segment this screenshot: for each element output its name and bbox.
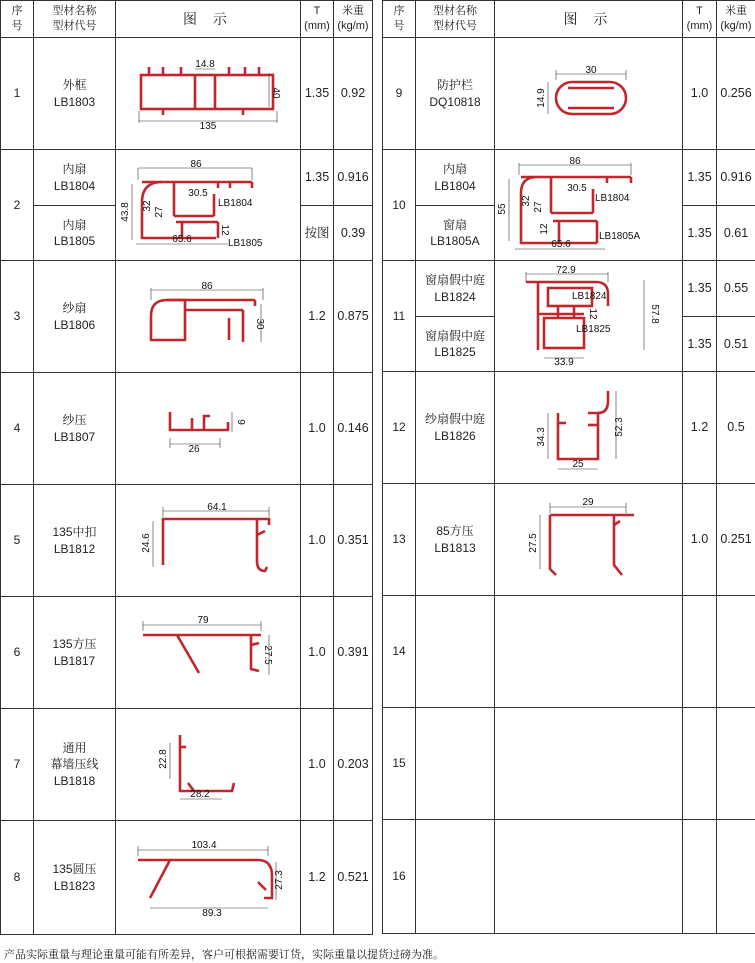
profile-drawing-lb1817 xyxy=(133,613,283,693)
dim-label: 33.9 xyxy=(553,357,574,366)
table-row xyxy=(1,485,373,597)
weight-value: 0.55 xyxy=(717,261,755,317)
dim-label: 9 xyxy=(235,418,246,425)
thickness-value: 1.35 xyxy=(301,38,334,150)
header-figure: 图 示 xyxy=(116,1,301,38)
dim-label: 86 xyxy=(568,157,581,167)
profile-drawing xyxy=(495,820,683,934)
row-number: 15 xyxy=(383,708,416,820)
dim-label: 65.6 xyxy=(550,239,571,250)
dim-label: 103.4 xyxy=(191,839,217,851)
profile-drawing-lb1824-lb1825 xyxy=(514,266,664,366)
dim-label: 12 xyxy=(219,224,230,236)
profile-drawing-lb1826 xyxy=(534,383,644,473)
part-label: LB1805A xyxy=(598,231,640,242)
row-number: 12 xyxy=(383,372,416,484)
header-figure: 图 示 xyxy=(495,1,683,38)
profile-name: 窗扇 LB1805A xyxy=(416,206,495,261)
profile-drawing-lb1806 xyxy=(133,282,283,352)
profile-drawing xyxy=(495,708,683,820)
profile-name xyxy=(416,596,495,708)
weight-value: 0.92 xyxy=(334,38,373,150)
table-row xyxy=(383,38,755,150)
profile-name: 85方压 LB1813 xyxy=(416,484,495,596)
thickness-value: 1.0 xyxy=(683,38,717,150)
row-number: 6 xyxy=(1,597,34,709)
left-header-row xyxy=(1,1,373,38)
dim-label: 30 xyxy=(254,317,265,330)
part-label: LB1805 xyxy=(228,238,263,249)
profile-drawing-dq10818 xyxy=(534,64,644,124)
dim-label: 86 xyxy=(201,281,213,292)
thickness-value: 1.0 xyxy=(301,485,334,597)
profile-name: 135中扣 LB1812 xyxy=(34,485,116,597)
row-number: 14 xyxy=(383,596,416,708)
profile-drawing xyxy=(116,150,301,261)
profile-drawing-lb1804-lb1805a xyxy=(497,157,681,253)
row-number: 4 xyxy=(1,373,34,485)
weight-value: 0.51 xyxy=(717,317,755,372)
weight-value: 0.351 xyxy=(334,485,373,597)
table-row xyxy=(383,372,755,484)
thickness-value: 按图 xyxy=(301,206,334,261)
dim-label: 24.6 xyxy=(141,532,152,553)
header-name: 型材名称 型材代号 xyxy=(34,1,116,38)
dim-label: 86 xyxy=(190,160,202,170)
dim-label: 32 xyxy=(142,200,153,212)
profile-drawing xyxy=(116,709,301,821)
profile-drawing xyxy=(495,372,683,484)
weight-value: 0.5 xyxy=(717,372,755,484)
thickness-value: 1.35 xyxy=(683,150,717,206)
thickness-value: 1.2 xyxy=(301,821,334,935)
table-row xyxy=(383,150,755,206)
row-number: 10 xyxy=(383,150,416,261)
dim-label: 14.8 xyxy=(195,58,215,70)
table-row xyxy=(1,821,373,935)
dim-label: 27 xyxy=(154,206,165,218)
row-number: 11 xyxy=(383,261,416,372)
thickness-value: 1.0 xyxy=(301,709,334,821)
dim-label: 89.3 xyxy=(202,907,222,918)
profile-drawing xyxy=(495,484,683,596)
weight-value: 0.875 xyxy=(334,261,373,373)
thickness-value xyxy=(683,596,717,708)
profile-name: 纱压 LB1807 xyxy=(34,373,116,485)
row-number: 7 xyxy=(1,709,34,821)
header-weight: 米重 (kg/m) xyxy=(717,1,755,38)
row-number: 13 xyxy=(383,484,416,596)
profile-name: 135圆压 LB1823 xyxy=(34,821,116,935)
table-row xyxy=(1,373,373,485)
weight-value: 0.203 xyxy=(334,709,373,821)
dim-label: 27.3 xyxy=(274,869,285,890)
profile-drawing-lb1803 xyxy=(133,59,283,129)
dim-label: 26 xyxy=(188,443,200,454)
profile-drawing xyxy=(116,821,301,935)
dim-label: 12 xyxy=(538,223,550,235)
header-name: 型材名称 型材代号 xyxy=(416,1,495,38)
profile-name: 内扇 LB1805 xyxy=(34,206,116,261)
dim-label: 72.9 xyxy=(555,266,576,276)
dim-label: 30 xyxy=(584,64,597,76)
row-number: 9 xyxy=(383,38,416,150)
profile-name: 防护栏 DQ10818 xyxy=(416,38,495,150)
dim-label: 30.5 xyxy=(188,188,208,199)
header-seq: 序 号 xyxy=(1,1,34,38)
thickness-value: 1.0 xyxy=(301,597,334,709)
weight-value: 0.916 xyxy=(334,150,373,206)
profile-drawing xyxy=(116,38,301,150)
weight-value xyxy=(717,820,755,934)
profile-drawing-lb1818 xyxy=(148,725,268,805)
dim-label: 32 xyxy=(520,195,532,207)
thickness-value: 1.0 xyxy=(301,373,334,485)
profile-drawing-lb1823 xyxy=(128,838,288,918)
header-t: T (mm) xyxy=(301,1,334,38)
profile-name: 135方压 LB1817 xyxy=(34,597,116,709)
profile-name: 纱扇假中庭 LB1826 xyxy=(416,372,495,484)
dim-label: 43.8 xyxy=(120,202,131,222)
table-row xyxy=(1,597,373,709)
left-spec-table xyxy=(0,0,373,935)
header-t: T (mm) xyxy=(683,1,717,38)
weight-value: 0.146 xyxy=(334,373,373,485)
dim-label: 57.8 xyxy=(648,304,660,324)
table-row xyxy=(1,38,373,150)
weight-value: 0.61 xyxy=(717,206,755,261)
dim-label: 65.6 xyxy=(172,234,192,245)
thickness-value: 1.35 xyxy=(301,150,334,206)
dim-label: 12 xyxy=(586,308,598,320)
profile-drawing xyxy=(116,597,301,709)
weight-value: 0.916 xyxy=(717,150,755,206)
profile-name xyxy=(416,708,495,820)
profile-name: 纱扇 LB1806 xyxy=(34,261,116,373)
dim-label: 30.5 xyxy=(566,183,587,194)
dim-label: 27.5 xyxy=(262,644,273,665)
thickness-value: 1.0 xyxy=(683,484,717,596)
part-label: LB1804 xyxy=(218,198,253,209)
table-row xyxy=(383,261,755,317)
dim-label: 135 xyxy=(199,120,217,129)
thickness-value: 1.35 xyxy=(683,317,717,372)
weight-value: 0.39 xyxy=(334,206,373,261)
profile-name: 通用 幕墙压线 LB1818 xyxy=(34,709,116,821)
dim-label: 28.2 xyxy=(190,788,210,800)
weight-value: 0.256 xyxy=(717,38,755,150)
profile-drawing xyxy=(116,261,301,373)
profile-name: 窗扇假中庭 LB1825 xyxy=(416,317,495,372)
header-seq: 序 号 xyxy=(383,1,416,38)
profile-name: 内扇 LB1804 xyxy=(416,150,495,206)
dim-label: 64.1 xyxy=(207,501,227,513)
thickness-value: 1.35 xyxy=(683,261,717,317)
row-number: 1 xyxy=(1,38,34,150)
profile-drawing xyxy=(495,261,683,372)
table-row xyxy=(383,708,755,820)
table-row xyxy=(383,820,755,934)
table-row xyxy=(1,150,373,206)
profile-drawing xyxy=(116,373,301,485)
table-row xyxy=(383,484,755,596)
profile-drawing-lb1812 xyxy=(133,501,283,581)
dim-label: 29 xyxy=(581,496,594,508)
profile-drawing xyxy=(116,485,301,597)
header-weight: 米重 (kg/m) xyxy=(334,1,373,38)
profile-drawing xyxy=(495,596,683,708)
row-number: 2 xyxy=(1,150,34,261)
dim-label: 79 xyxy=(197,614,209,626)
dim-label: 22.8 xyxy=(158,748,169,769)
dim-label: 40 xyxy=(270,86,281,99)
dim-label: 52.3 xyxy=(613,416,625,437)
dim-label: 27 xyxy=(532,201,544,213)
part-label: LB1824 xyxy=(571,291,606,302)
thickness-value xyxy=(683,708,717,820)
row-number: 3 xyxy=(1,261,34,373)
profile-drawing xyxy=(495,150,683,261)
right-header-row xyxy=(383,1,755,38)
profile-drawing-lb1813 xyxy=(524,495,654,585)
weight-value: 0.391 xyxy=(334,597,373,709)
table-row xyxy=(383,596,755,708)
profile-drawing-lb1804-lb1805 xyxy=(118,160,298,250)
right-spec-table xyxy=(382,0,755,934)
weight-value xyxy=(717,596,755,708)
dim-label: 27.5 xyxy=(527,532,539,553)
row-number: 16 xyxy=(383,820,416,934)
part-label: LB1804 xyxy=(594,193,629,204)
weight-value: 0.251 xyxy=(717,484,755,596)
weight-value: 0.521 xyxy=(334,821,373,935)
footer-note: 产品实际重量与理论重量可能有所差异，客户可根据需要订货，实际重量以提货过磅为准。 xyxy=(4,949,444,961)
dim-label: 25 xyxy=(571,458,584,470)
dim-label: 14.9 xyxy=(535,87,547,108)
profile-drawing xyxy=(495,38,683,150)
thickness-value: 1.2 xyxy=(683,372,717,484)
thickness-value: 1.35 xyxy=(683,206,717,261)
part-label: LB1825 xyxy=(575,324,610,335)
table-row xyxy=(1,709,373,821)
profile-name: 内扇 LB1804 xyxy=(34,150,116,206)
table-row xyxy=(1,261,373,373)
row-number: 5 xyxy=(1,485,34,597)
profile-name: 外框 LB1803 xyxy=(34,38,116,150)
thickness-value xyxy=(683,820,717,934)
row-number: 8 xyxy=(1,821,34,935)
profile-drawing-lb1807 xyxy=(148,404,268,454)
dim-label: 34.3 xyxy=(535,426,547,447)
weight-value xyxy=(717,708,755,820)
profile-name: 窗扇假中庭 LB1824 xyxy=(416,261,495,317)
dim-label: 55 xyxy=(496,203,508,215)
profile-name xyxy=(416,820,495,934)
thickness-value: 1.2 xyxy=(301,261,334,373)
